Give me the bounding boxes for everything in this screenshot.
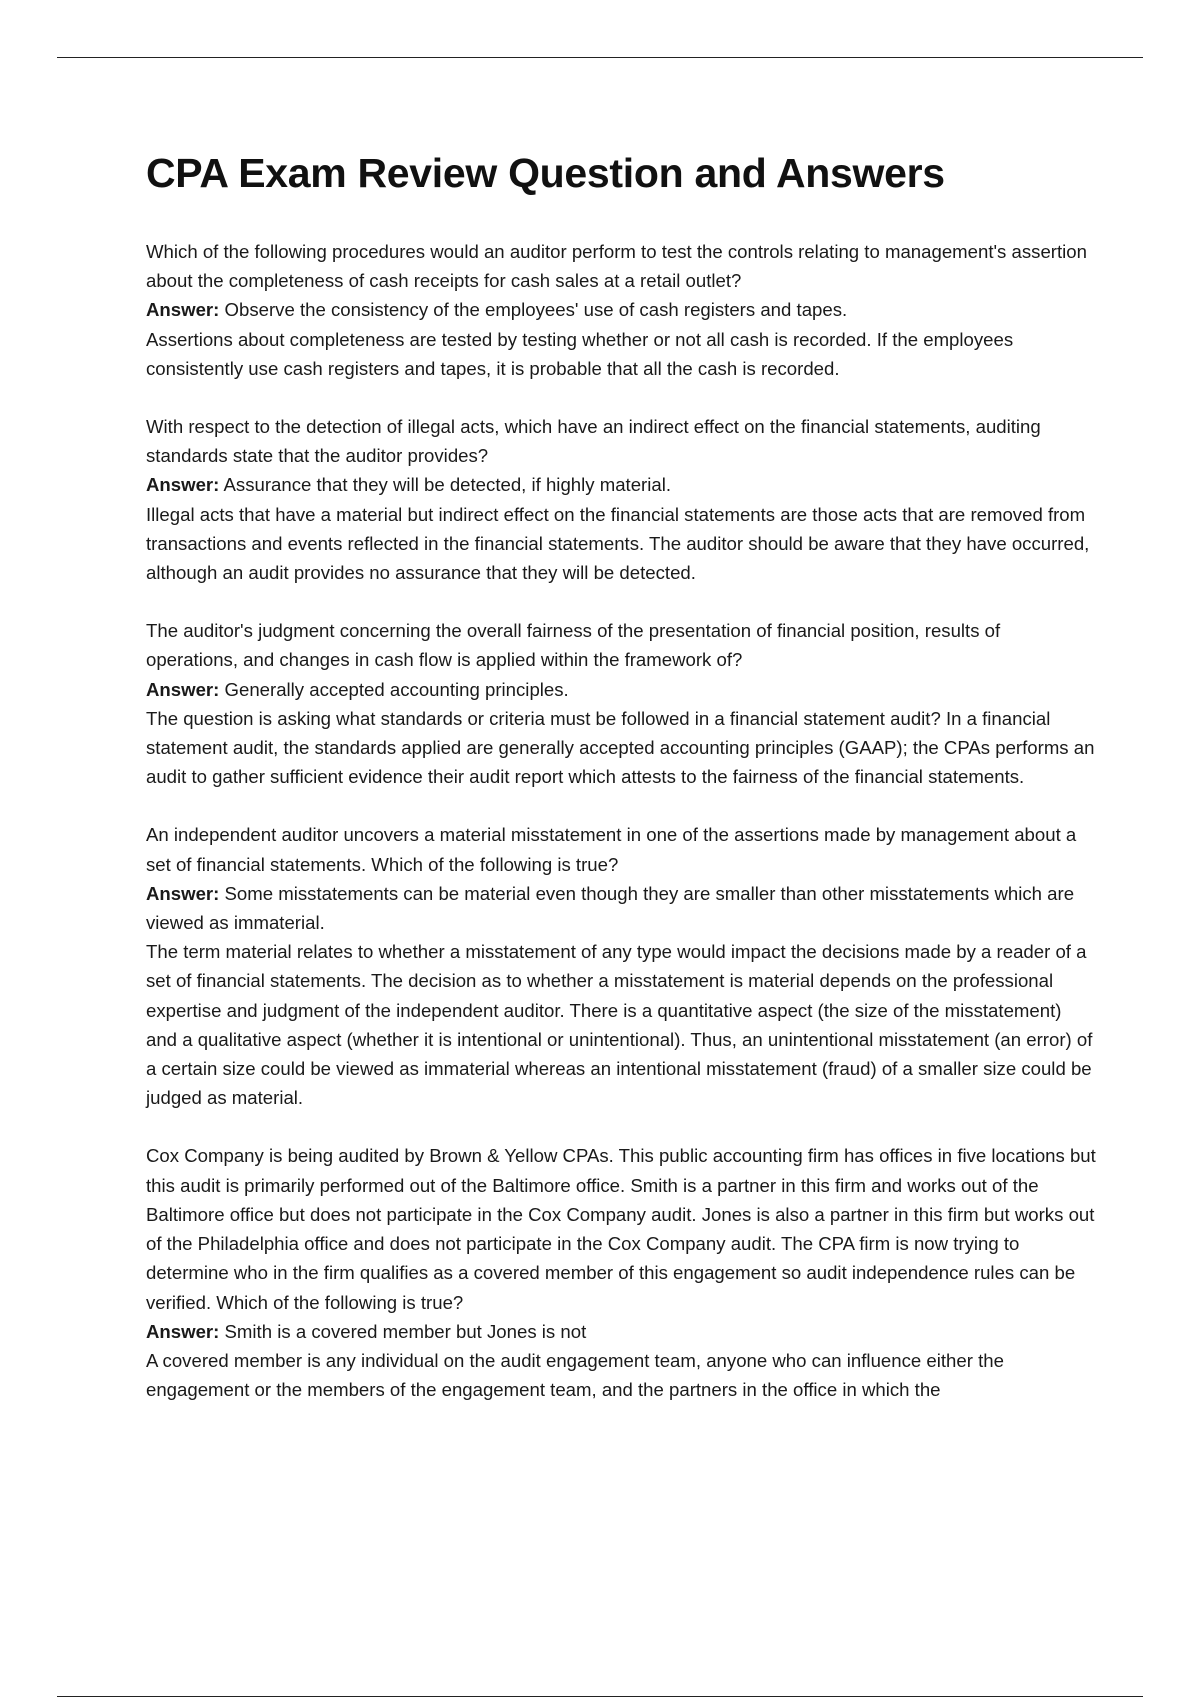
answer-text: Observe the consistency of the employees' use of cash registers and tapes. xyxy=(224,299,848,321)
answer-line xyxy=(146,879,1096,937)
answer-label: Answer: xyxy=(146,678,220,700)
explanation-text: Illegal acts that have a material but indirect effect on the financial statements are those acts that are removed from transactions and events reflected in the financial statements. The auditor should be aware that they have occurred, although an audit provides no assurance that they will be detected. xyxy=(146,503,1090,584)
answer-text: Some misstatements can be material even though they are smaller than other misstatements which are viewed as immaterial. xyxy=(146,882,1075,934)
explanation-text: Assertions about completeness are tested by testing whether or not all cash is recorded. If the employees consistently use cash registers and tapes, it is probable that all the cash is recorded. xyxy=(146,328,1014,379)
explanation-text: The term material relates to whether a misstatement of any type would impact the decisions made by a reader of a set of financial statements. The decision as to whether a misstatement is material depends on the professional expertise and judgment of the independent auditor. There is a quantitative aspect (the size of the misstatement) and a qualitative aspect (whether it is intentional or unintentional). Thus, an unintentional misstatement (an error) of a certain size could be viewed as immaterial whereas an intentional misstatement (fraud) of a smaller size could be judged as material. xyxy=(146,941,1093,1109)
answer-text: Generally accepted accounting principles. xyxy=(224,678,569,700)
document-title: CPA Exam Review Question and Answers xyxy=(146,150,945,196)
explanation-text: The question is asking what standards or criteria must be followed in a financial statement audit? In a financial statement audit, the standards applied are generally accepted accounting principles (GAAP); the CPAs performs an audit to gather sufficient evidence their audit report which attests to the fairness of the financial statements. xyxy=(146,707,1095,788)
question-text: Cox Company is being audited by Brown & Yellow CPAs. This public accounting firm has offices in five locations but this audit is primarily performed out of the Baltimore office. Smith is a partner in this firm and works out of the Baltimore office but does not participate in the Cox Company audit. Jones is also a partner in this firm but works out of the Philadelphia office and does not participate in the Cox Company audit. The CPA firm is now trying to determine who in the firm qualifies as a covered member of this engagement so audit independence rules can be verified. Which of the following is true? xyxy=(146,1145,1096,1313)
document-body xyxy=(146,145,1096,1433)
qa-item-3 xyxy=(146,616,1096,791)
top-rule xyxy=(57,57,1143,58)
answer-text: Assurance that they will be detected, if highly material. xyxy=(223,474,672,496)
bottom-rule xyxy=(57,1696,1143,1697)
answer-label: Answer: xyxy=(146,474,220,496)
qa-item-4 xyxy=(146,820,1096,1112)
explanation-text: A covered member is any individual on the audit engagement team, anyone who can influence either the engagement or the members of the engagement team, and the partners in the office in which the xyxy=(146,1349,1004,1401)
qa-item-1 xyxy=(146,237,1096,383)
answer-label: Answer: xyxy=(146,299,220,321)
answer-line xyxy=(146,1317,1096,1346)
answer-text: Smith is a covered member but Jones is not xyxy=(224,1320,587,1342)
qa-item-5 xyxy=(146,1141,1096,1404)
question-text: An independent auditor uncovers a material misstatement in one of the assertions made by management about a set of financial statements. Which of the following is true? xyxy=(146,824,1077,875)
question-text: The auditor's judgment concerning the overall fairness of the presentation of financial position, results of operations, and changes in cash flow is applied within the framework of? xyxy=(146,620,1001,671)
answer-line xyxy=(146,295,1096,324)
answer-label: Answer: xyxy=(146,882,220,904)
qa-item-2 xyxy=(146,412,1096,587)
answer-line xyxy=(146,675,1096,704)
question-text: With respect to the detection of illegal acts, which have an indirect effect on the financial statements, auditing standards state that the auditor provides? xyxy=(146,416,1041,467)
answer-label: Answer: xyxy=(146,1320,220,1342)
answer-line xyxy=(146,470,1096,499)
question-text: Which of the following procedures would an auditor perform to test the controls relating to management's assertion about the completeness of cash receipts for cash sales at a retail outlet? xyxy=(146,241,1087,292)
